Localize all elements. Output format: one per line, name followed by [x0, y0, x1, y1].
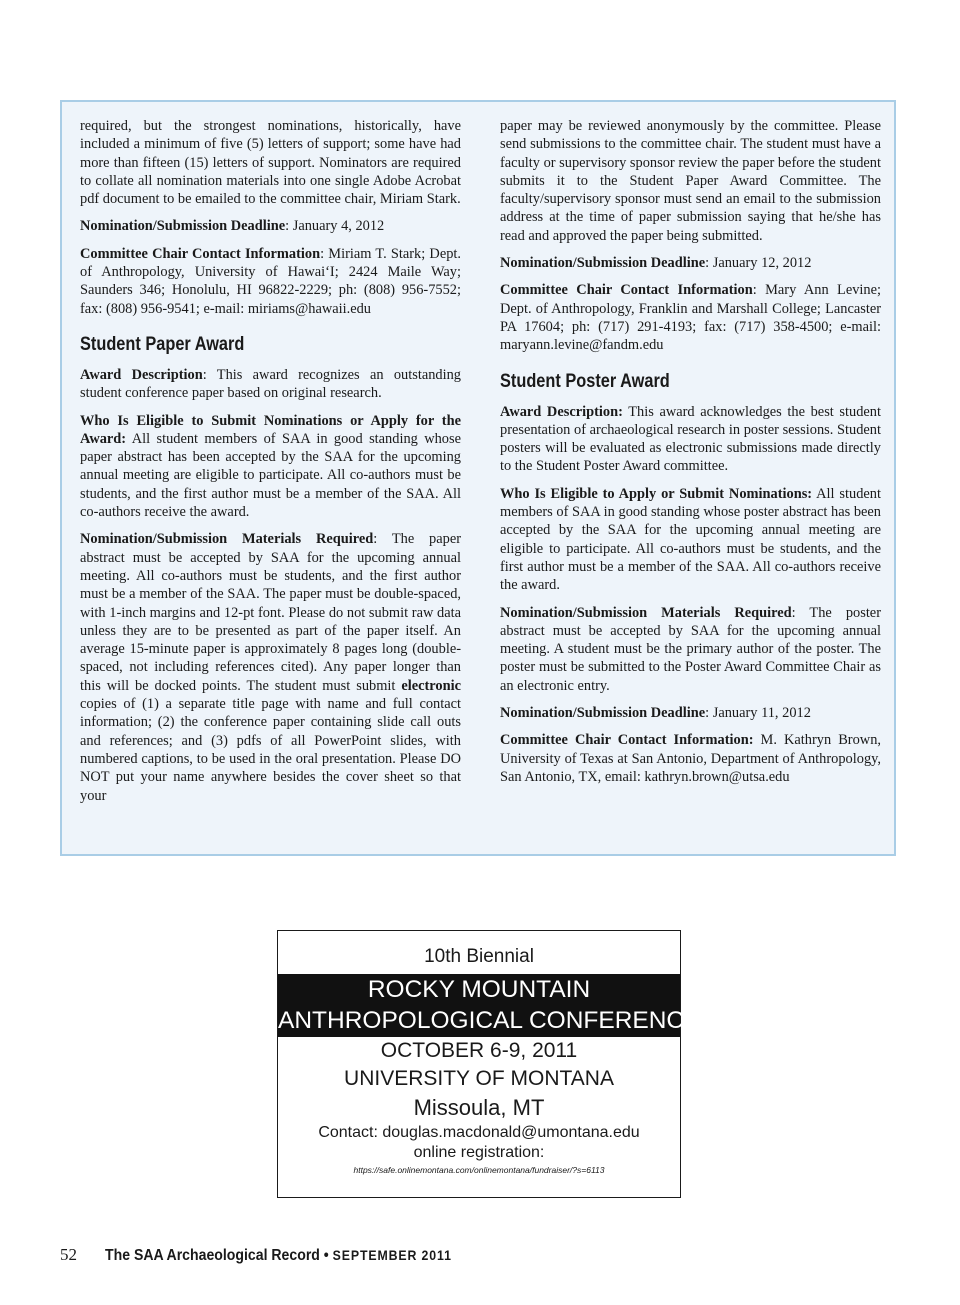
poster-award-contact: Committee Chair Contact Information: M. Kathryn Brown, University of Texas at San Antonio, Department of Anthropology, San Antonio, TX, email: kathryn.brown@utsa.edu: [500, 732, 881, 785]
left-column: [80, 117, 461, 814]
page-number: 52: [60, 1245, 77, 1264]
ad-title-band: [278, 974, 701, 1037]
conference-advertisement: [277, 930, 701, 1198]
ad-title-line2: ANTHROPOLOGICAL CONFERENCE: [278, 1007, 701, 1034]
poster-award-eligibility: Who Is Eligible to Apply or Submit Nominations: All student members of SAA in good standing whose poster abstract has been accepted by the SAA for the upcoming annual meeting are eligible to participate. All co-authors must be students, and the first author must be a member of the SAA. All co-authors receive the award.: [500, 485, 881, 594]
ad-registration: online registration:: [413, 1144, 545, 1161]
paper-award-description: Award Description: This award recognizes an outstanding student conference paper based on original research.: [80, 366, 461, 402]
poster-award-description: Award Description: This award acknowledges the best student presentation of archaeological research in poster sessions. Student posters will be evaluated as electronic submissions made directly to the Student Poster Award committee.: [500, 403, 881, 475]
right-column: [500, 117, 881, 795]
paper-award-contact: Committee Chair Contact Information: Mary Ann Levine; Dept. of Anthropology, Franklin and Marshall College; Lancaster PA 17604; ph: (717) 291-4193; fax: (717) 358-4500; e-mail: maryann.levine@fandm.edu: [500, 282, 881, 354]
stark-award-continuation: required, but the strongest nominations, historically, have included a minimum of five (5) letters of support; some have had more than fifteen (15) letters of support. Nominators are required to collate all nomination materials into one single Adobe Acrobat pdf document to be emailed to the committee chair, Miriam Stark.: [80, 118, 461, 208]
ad-contact: Contact: douglas.macdonald@umontana.edu: [318, 1124, 640, 1141]
ad-location: Missoula, MT: [413, 1095, 545, 1120]
page-footer: [60, 1240, 499, 1270]
ad-edition: 10th Biennial: [424, 946, 534, 967]
ad-title-line1: ROCKY MOUNTAIN: [367, 976, 591, 1003]
student-poster-award-heading: Student Poster Award: [500, 370, 670, 392]
stark-award-deadline: Nomination/Submission Deadline: January 4, 2012: [80, 218, 385, 235]
footer-separator: •: [319, 1247, 333, 1264]
ad-dates: OCTOBER 6-9, 2011: [380, 1039, 578, 1062]
paper-award-deadline: Nomination/Submission Deadline: January 12, 2012: [500, 255, 812, 272]
ad-registration-url[interactable]: https://safe.onlinemontana.com/onlinemontana/fundraiser/?s=6113: [353, 1165, 605, 1175]
stark-award-contact: Committee Chair Contact Information: Miriam T. Stark; Dept. of Anthropology, University of Hawai‘I; 2424 Maile Way; Saunders 346; Honolulu, HI 96822-2229; ph: (808) 956-7552; fax: (808) 956-9541; e-mail: miriams@hawaii.edu: [80, 245, 461, 317]
ad-university: UNIVERSITY OF MONTANA: [344, 1067, 614, 1090]
issue-date: SEPTEMBER 2011: [332, 1247, 452, 1263]
paper-award-continuation: paper may be reviewed anonymously by the committee. Please send submissions to the committee chair. The student must have a faculty or supervisory sponsor review the paper before the student submits it to the Student Paper Award Committee. The faculty/supervisory sponsor must send an email to the submission address at the time of paper submission saying that he/she has read and approved the paper being submitted.: [500, 118, 881, 244]
poster-award-materials: Nomination/Submission Materials Required: The poster abstract must be accepted by SAA for the upcoming annual meeting. A student must be the primary author of the poster. The poster must be submitted to the Poster Award Committee Chair as an electronic entry.: [500, 604, 881, 694]
awards-info-box: [60, 100, 896, 856]
paper-award-eligibility: Who Is Eligible to Submit Nominations or Apply for the Award: All student members of SAA in good standing whose paper abstract has been accepted by the SAA for the upcoming annual meeting are eligible to participate. All co-authors must be students, and the first author must be a member of the SAA. All co-authors receive the award.: [80, 412, 461, 521]
student-paper-award-heading: Student Paper Award: [80, 333, 245, 355]
publication-title: The SAA Archaeological Record • SEPTEMBER 2011: [105, 1247, 452, 1264]
paper-award-materials: Nomination/Submission Materials Required: The paper abstract must be accepted by SAA for the upcoming annual meeting. All co-authors must be students, and the first author must be a member of the SAA. The paper must be double-spaced, with 1-inch margins and 12-pt font. Please do not submit raw data unless they are to be presented as part of the paper itself. An average 15-minute paper is approximately 8 pages long (double-spaced, not including references cited). Any paper longer than this will be docked points. The student must submit electronic copies of (1) a separate title page with name and full contact information; (2) the conference paper containing slide call outs and references; and (3) pdfs of all PowerPoint slides, with numbered captions, to be used in the oral presentation. Please DO NOT put your name anywhere besides the cover sheet so that your: [80, 531, 461, 804]
poster-award-deadline: Nomination/Submission Deadline: January 11, 2012: [500, 705, 811, 722]
